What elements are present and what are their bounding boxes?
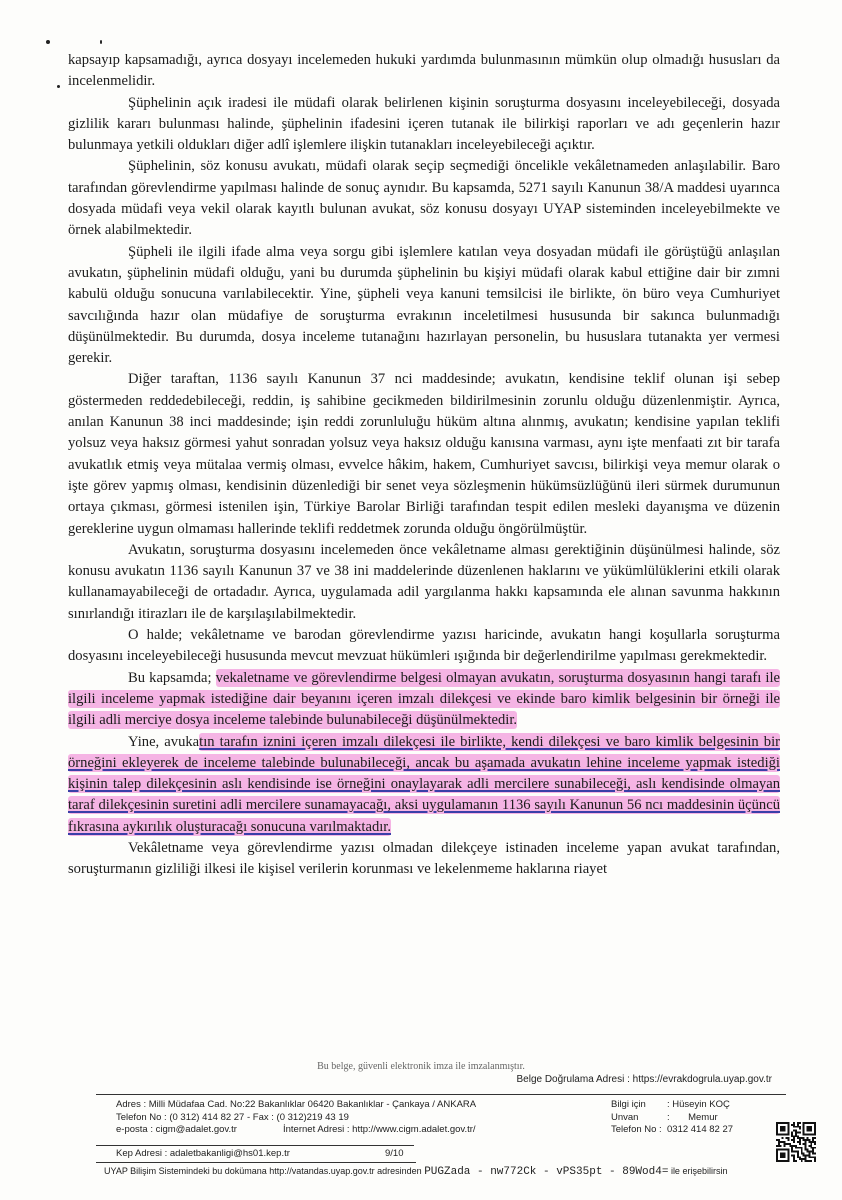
contact-phone-row xyxy=(611,1124,733,1137)
verification-label: Belge Doğrulama Adresi : xyxy=(516,1074,633,1085)
letter-body xyxy=(68,50,780,881)
title-row xyxy=(611,1112,733,1125)
info-name: : Hüseyin KOÇ xyxy=(667,1099,730,1110)
footer-kep xyxy=(116,1148,290,1161)
footer-web[interactable]: İnternet Adresi : http://www.cigm.adalet.gov.tr/ xyxy=(283,1124,476,1135)
uyap-access-line xyxy=(104,1166,804,1178)
paragraph-7: O halde; vekâletname ve barodan görevlendirme yazısı haricinde, avukatın hangi koşullarla soruşturma dosyasını inceleyebileceği hususunda mevcut mevzuat hükümleri ışığında bir değerlendirilme yapılması gerekmektedir. xyxy=(68,627,780,665)
uyap-access-code: PUGZada - nw772Ck - vPS35pt - 89Wod4= xyxy=(424,1166,669,1178)
paragraph-1: kapsayıp kapsamadığı, ayrıca dosyayı incelemeden hukuki yardımda bulunmasının mümkün olup olmadığı hususları da incelenmelidir. xyxy=(68,52,780,90)
title-label: Unvan xyxy=(611,1111,639,1123)
paragraph-8 xyxy=(68,668,780,732)
title-value: : Memur xyxy=(667,1111,718,1123)
info-row xyxy=(611,1099,733,1112)
footer-email[interactable]: e-posta : cigm@adalet.gov.tr xyxy=(116,1124,237,1135)
footer-rule-mid xyxy=(96,1145,414,1146)
paragraph-10: Vekâletname veya görevlendirme yazısı olmadan dilekçeye istinaden inceleme yapan avukat tarafından, soruşturmanın gizliliği ilkesi ile kişisel verilerin korunması ve lekelenmeme haklarına riayet xyxy=(68,839,780,878)
highlighted-underlined-passage: tın tarafın iznini içeren imzalı dilekçesi ile birlikte, kendi dilekçesi ve baro kimlik belgesinin bir örneğini ekleyerek de inceleme talebinde bulunabileceği, ancak bu aşamada avukatın lehine inceleme yapmak istediği kişinin talep dilekçesinin aslı kendisinde ise örneğini onaylayarak adli mercilere sunabileceği, aslı kendisinde olmayan taraf dilekçesinin suretini adli mercilere sunamayacağı, aksi uygulamanın 1136 sayılı Kanunun 56 ncı maddesinin üçüncü fıkrasına aykırılık oluşturacağı sonucuna varılmaktadır. xyxy=(68,733,780,835)
paragraph-2: Şüphelinin açık iradesi ile müdafi olarak belirlenen kişinin soruşturma dosyasını inceleyebileceği, dosyada gizlilik kararı bulunması halinde, şüphelinin ifadesini içeren tutanak ile bilirkişi raporları ve adı geçenlerin hazır bulunmaya yetkili oldukları diğer adlî işlemlere ilişkin tutanakları inceleyebileceği açıktır. xyxy=(68,94,780,154)
footer-email-row xyxy=(116,1124,476,1137)
paragraph-9 xyxy=(68,732,780,838)
uyap-suffix: ile erişebilirsin xyxy=(668,1166,728,1176)
footer-rule-bottom xyxy=(96,1162,416,1163)
scan-speck xyxy=(57,85,60,88)
uyap-prefix: UYAP Bilişim Sistemindeki bu dokümana http://vatandas.uyap.gov.tr adresinden xyxy=(104,1166,425,1176)
paragraph-4: Şüpheli ile ilgili ifade alma veya sorgu gibi işlemlere katılan veya dosyadan müdafi ile görüştüğü anlaşılan avukatın, şüphelinin müdafi olduğu, yani bu durumda şüphelinin bu kişiyi müdafi olarak kabul ettiğine dair bir zımni kabulü olduğu sonucuna varılabilecektir. Yine, şüpheli veya kanuni temsilcisi ile birlikte, ön büro veya Cumhuriyet savcılığında hazır olan müdafiye de soruşturma evrakının inceletilmesi hususunda bir sakınca bulunmadığı düşünülmektedir. Bu durumda, dosya inceleme tutanağını hazırlayan personelin, bu hususlara tutanakta yer vermesi gerekir. xyxy=(68,243,780,367)
scan-speck xyxy=(46,40,50,44)
paragraph-8-lead: Bu kapsamda; xyxy=(128,669,216,686)
scan-speck xyxy=(100,40,102,44)
contact-phone-value: 0312 414 82 27 xyxy=(667,1124,734,1135)
verification-address xyxy=(516,1074,772,1085)
paragraph-6: Avukatın, soruşturma dosyasını incelemeden önce vekâletname alması gerektiğinin düşünülmesi halinde, söz konusu avukatın 1136 sayılı Kanunun 37 ve 38 ini maddelerinde düzenlenen haklarını ve yükümlülüklerini etkili olarak kullanamayabileceği de ortadadır. Ayrıca, uygulamada adil yargılanma hakkı kapsamında ele alınan savunma hakkının sınırlandığı itirazları ile de karşılaşılabilmektedir. xyxy=(68,541,780,622)
highlighted-passage: vekaletname ve görevlendirme belgesi olmayan avukatın, soruşturma dosyasının hangi tarafı ile ilgili inceleme yapmak istediğine dair beyanını içeren imzalı dilekçesi ve ekinde baro kimlik belgesinin bir örneği ile ilgili adli merciye dosya inceleme talebinde bulunabileceği düşünülmektedir. xyxy=(68,669,780,729)
paragraph-9-lead: Yine, avuka xyxy=(128,733,200,750)
verification-url[interactable]: https://evrakdogrula.uyap.gov.tr xyxy=(632,1074,772,1085)
footer-contact xyxy=(116,1099,476,1137)
paragraph-5: Diğer taraftan, 1136 sayılı Kanunun 37 nci maddesinde; avukatın, kendisine teklif olunan işi sebep göstermeden reddedebileceği, reddin, iş sahibine gecikmeden bildirilmesinin zorunlu olduğu düzenlenmiştir. Ayrıca, anılan Kanunun 38 inci maddesinde; işin reddi zorunluluğu hüküm altına alınmış, avukatın; kendisine yapılan teklifi yolsuz veya haksız görmesi yahut sonradan yolsuz veya haksız olduğu kanısına varması, aynı işte menfaati zıt bir tarafa avukatlık etmiş veya mütalaa vermiş olması, evvelce hâkim, hakem, Cumhuriyet savcısı, bilirkişi veya memur olarak o işte görev yapmış olması, kendisinin düzenlediği bir senet veya sözleşmenin hükümsüzlüğünü ileri sürmek durumunun ortaya çıkması, görmesi istenilen işin, Türkiye Barolar Birliği tarafından tespit edilen mesleki dayanışma ve düzenin gereklerine uygun olmaması hallerinde teklifi reddetmek zorunda olduğu öngörülmüştür. xyxy=(68,371,780,537)
paragraph-3: Şüphelinin, söz konusu avukatı, müdafi olarak seçip seçmediği öncelikle vekâletnameden anlaşılabilir. Baro tarafından görevlendirme yapılması halinde de sonuç aynıdır. Bu kapsamda, 5271 sayılı Kanunun 38/A maddesi uyarınca dosyada müdafi veya vekil olarak kayıtlı bulunan avukat, söz konusu dosyayı UYAP sisteminden inceleyebilmekte ve örnek alabilmektedir. xyxy=(68,158,780,239)
footer-address: Adres : Milli Müdafaa Cad. No:22 Bakanlıklar 06420 Bakanlıklar - Çankaya / ANKARA xyxy=(116,1099,477,1110)
esign-note: Bu belge, güvenli elektronik imza ile imzalanmıştır. xyxy=(317,1061,525,1072)
page-number: 9/10 xyxy=(385,1148,404,1159)
footer-phone: Telefon No : (0 312) 414 82 27 - Fax : (0 312)219 43 19 xyxy=(116,1111,349,1123)
footer-rule-top xyxy=(96,1094,786,1095)
contact-phone-label: Telefon No : xyxy=(611,1124,662,1135)
footer-info xyxy=(611,1099,733,1137)
info-label: Bilgi için xyxy=(611,1099,646,1110)
qr-code xyxy=(776,1122,816,1162)
kep-address[interactable]: Kep Adresi : adaletbakanligi@hs01.kep.tr xyxy=(116,1148,290,1159)
